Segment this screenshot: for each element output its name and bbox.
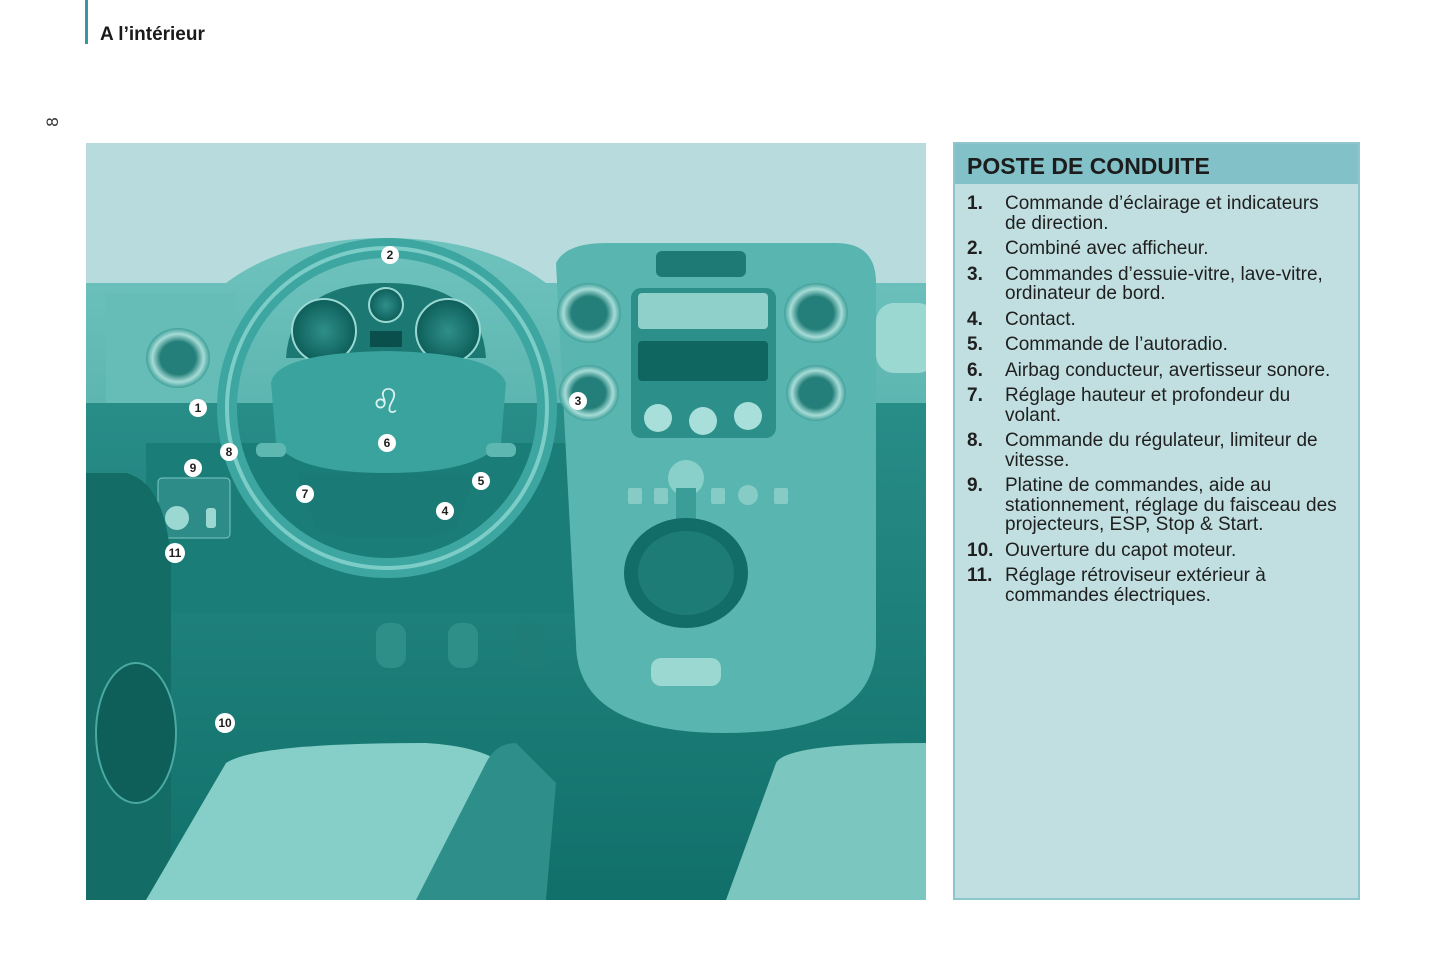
callout-label: 3 [574,394,582,408]
item-number: 6. [967,359,983,381]
item-number: 11. [967,565,993,586]
callout-4 [436,502,454,520]
list-item [955,310,1358,330]
list-item [955,566,1358,605]
callout-label: 9 [189,461,197,475]
item-text: Réglage hauteur et profondeur du volant. [1005,385,1291,426]
item-text: Commande du régulateur, limiteur de vitesse. [1005,430,1318,471]
item-number: 10. [967,539,994,561]
item-text: Commande d’éclairage et indicateurs de direction. [1005,193,1319,234]
item-text: Combiné avec afficheur. [1005,238,1209,259]
callout-label: 6 [383,436,391,450]
item-number: 5. [967,334,983,355]
callout-5 [472,472,490,490]
callout-label: 1 [194,401,202,415]
item-text: Platine de commandes, aide au stationnement, réglage du faisceau des projecteurs, ESP, Stop & Start. [1005,475,1337,535]
header-accent-bar [85,0,88,44]
item-number: 9. [967,475,983,496]
list-item [955,431,1358,470]
list-item [955,194,1358,233]
list-item [955,476,1358,535]
item-number: 3. [967,263,983,285]
list-item [955,239,1358,259]
callout-label: 11 [168,546,182,560]
callout-7 [296,485,314,503]
item-number: 1. [967,193,983,214]
item-text: Contact. [1005,308,1076,330]
page-number: 8 [43,117,62,127]
callout-1 [189,399,207,417]
item-text: Airbag conducteur, avertisseur sonore. [1005,359,1331,381]
list-item [955,265,1358,304]
callout-label: 4 [441,504,449,518]
section-title: A l’intérieur [100,24,205,45]
list-item [955,541,1358,561]
item-number: 2. [967,238,983,259]
svg-text:♌: ♌ [370,382,402,422]
callout-label: 7 [301,487,309,501]
callout-6 [378,434,396,452]
item-text: Ouverture du capot moteur. [1005,539,1237,561]
callout-label: 5 [477,474,485,488]
list-item [955,386,1358,425]
callout-label: 2 [386,248,394,262]
item-number: 4. [967,308,983,330]
dashboard-illustration [86,143,926,900]
callout-2 [381,246,399,264]
item-text: Commande de l’autoradio. [1005,334,1228,355]
callout-label: 8 [225,445,233,459]
callout-11 [165,543,185,563]
item-number: 8. [967,430,983,451]
callout-8 [220,443,238,461]
list-item [955,361,1358,381]
item-text: Réglage rétroviseur extérieur à commandes électriques. [1005,565,1266,606]
panel-title: POSTE DE CONDUITE [955,144,1358,184]
callout-10 [215,713,235,733]
item-number: 7. [967,385,983,406]
callout-3 [569,392,587,410]
callout-9 [184,459,202,477]
list-item [955,335,1358,355]
callout-label: 10 [218,716,232,730]
item-text: Commandes d’essuie-vitre, lave-vitre, ordinateur de bord. [1005,263,1323,304]
legend-panel [953,142,1360,900]
legend-list [955,184,1358,605]
